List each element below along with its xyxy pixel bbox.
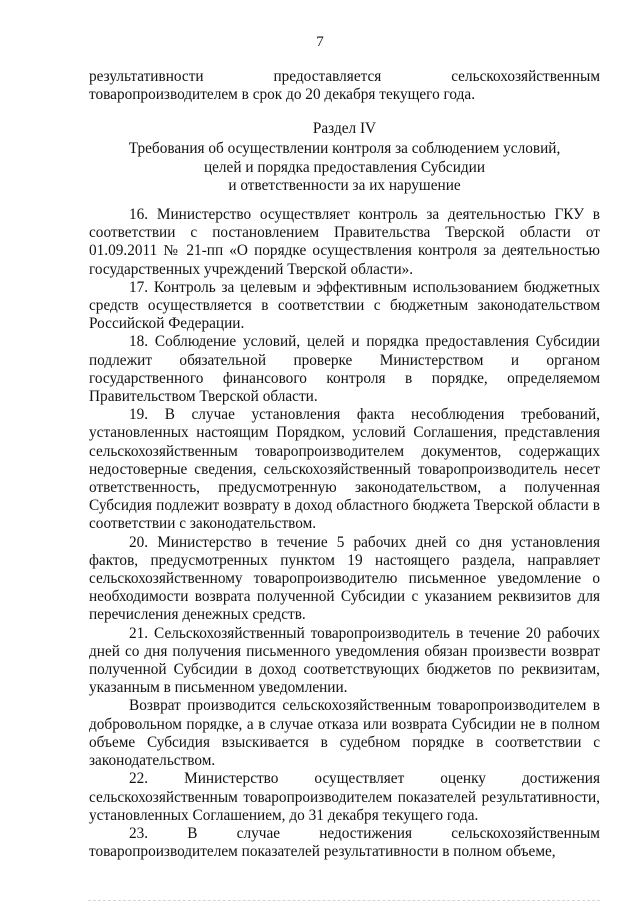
paragraph-17: 17. Контроль за целевым и эффективным использованием бюджетных средств осуществляется в соответствии с бюджетным законодательством Российской Федерации. (89, 278, 600, 333)
section-title: Раздел IV (312, 120, 377, 137)
paragraph-19: 19. В случае установления факта несоблюдения требований, установленных настоящим Порядком, условий Соглашения, представления сельскохозяйственным товаропроизводителем документов, содержащих недостоверные сведения, сельскохозяйственный товаропроизводитель несет ответственность, предусмотренную законодательством, а полученная Субсидия подлежит возврату в доход областного бюджета Тверской области в соответствии с законодательством. (89, 406, 600, 533)
paragraph-16: 16. Министерство осуществляет контроль за деятельностью ГКУ в соответствии с постановлением Правительства Тверской области от 01.09.2011 № 21-пп «О порядке осуществления контроля за деятельностью государственных учреждений Тверской области». (89, 206, 600, 278)
intro-paragraph: результативности предоставляется сельскохозяйственным товаропроизводителем в срок до 20 декабря текущего года. (89, 68, 600, 104)
paragraph-18: 18. Соблюдение условий, целей и порядка предоставления Субсидии подлежит обязательной проверке Министерством и органом государственного финансового контроля в порядке, определяемом Правительством Тверской области. (89, 333, 600, 406)
paragraph-return: Возврат производится сельскохозяйственным товаропроизводителем в добровольном порядке, а в случае отказа или возврата Субсидии не в полном объеме Субсидия взыскивается в судебном порядке в соответствии с законодательством. (89, 697, 600, 770)
intro-text (89, 68, 600, 104)
paragraph-23: 23. В случае недостижения сельскохозяйственным товаропроизводителем показателей результативности в полном объеме, (89, 824, 600, 861)
paragraph-22: 22. Министерство осуществляет оценку достижения сельскохозяйственным товаропроизводителем показателей результативности, установленных Соглашением, до 31 декабря текущего года. (89, 770, 600, 824)
section-body (89, 206, 600, 861)
section-heading-line-3: и ответственности за их нарушение (228, 177, 461, 195)
page-number: 7 (316, 34, 324, 50)
scan-bottom-edge (88, 900, 600, 901)
paragraph-20: 20. Министерство в течение 5 рабочих дней со дня установления фактов, предусмотренных пунктом 19 настоящего раздела, направляет сельскохозяйственному товаропроизводителю письменное уведомление о необходимости возврата полученной Субсидии с указанием реквизитов для перечисления денежных средств. (89, 533, 600, 624)
section-heading-line-1: Требования об осуществлении контроля за соблюдением условий, (128, 139, 561, 157)
section-header (89, 120, 600, 196)
paragraph-21: 21. Сельскохозяйственный товаропроизводитель в течение 20 рабочих дней со дня получения письменного уведомления обязан произвести возврат полученной Субсидии в доход соответствующих бюджетов по реквизитам, указанным в письменном уведомлении. (89, 624, 600, 697)
section-heading-line-2: целей и порядка предоставления Субсидии (203, 158, 486, 176)
